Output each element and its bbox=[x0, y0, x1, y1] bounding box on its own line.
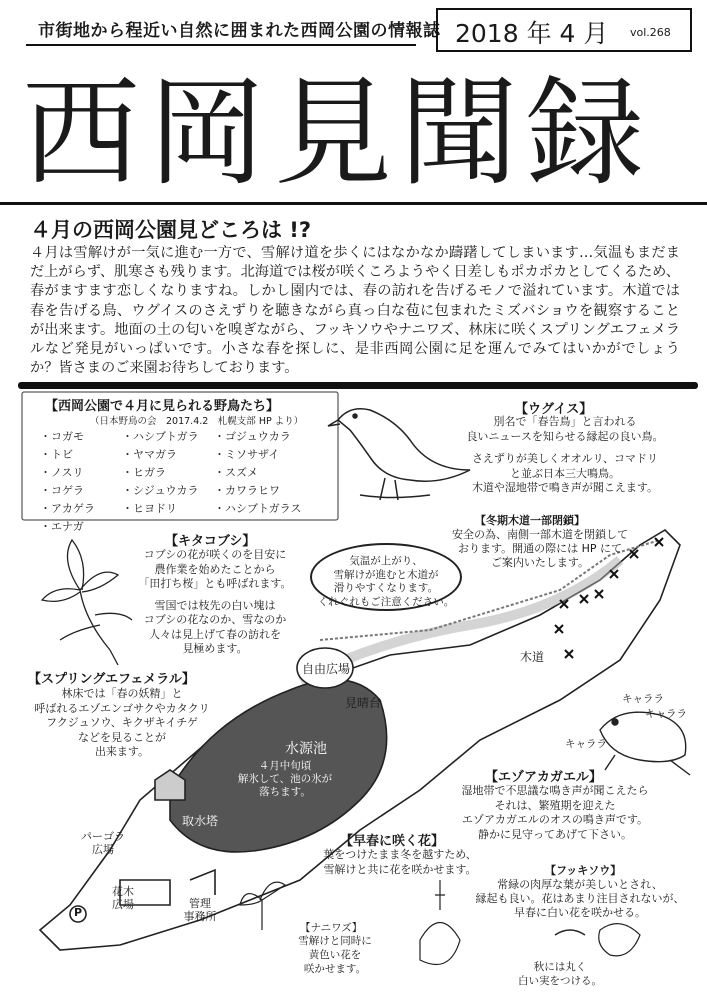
desc-line: 安全の為、南側一部木道を閉鎖して bbox=[452, 528, 628, 541]
desc-line: 農作業を始めたことから bbox=[154, 562, 276, 576]
closure-title: 【冬期木道一部閉鎖】 bbox=[475, 514, 585, 527]
bird-item: ・エナガ bbox=[40, 520, 84, 533]
desc-line: 雪解けと同時に bbox=[298, 935, 372, 947]
article-body: ４月は雪解けが一気に進む一方で、雪解け道を歩くにはなかなか躊躇してしまいます…気温もまだまだ上がらず、肌寒さも残ります。北海道では桜が咲くころようやく日差しもポカポカとしてくるため、春がますます恋しくなりますね。しかし園内では、春の訪れを告げるモノで溢れています。木道では春を告げる鳥、ウグイスのさえずりを聴きながら真っ白な苞に包まれたミズバショウを観察することが出来ます。地面の土の匂いを嗅ぎながら、フッキソウやナニワズ、林床に咲くスプリングエフェメラルなど発見がいっぱいです。小さな春を探しに、是非西岡公園に足を運んでみてはいかがでしょうか？皆さまのご来園お待ちしております。 bbox=[30, 245, 680, 377]
bird-item: ・ヒヨドリ bbox=[122, 502, 177, 515]
bubble-line: 雪解けが進むと木道が bbox=[333, 568, 439, 581]
map-label-miharashi: 見晴台 bbox=[345, 696, 382, 710]
uguisu-description bbox=[440, 415, 690, 496]
bird-item: ・スズメ bbox=[214, 466, 258, 479]
desc-line: エゾアカガエルのオスの鳴き声です。 bbox=[462, 813, 648, 826]
fukkisou-description bbox=[460, 878, 700, 920]
desc-line: 常緑の肉厚な葉が美しいとされ、 bbox=[497, 878, 663, 891]
desc-line: ご案内いたします。 bbox=[490, 556, 590, 569]
map-label-kaboku bbox=[103, 885, 143, 911]
parking-icon: P bbox=[74, 906, 83, 919]
early-spring-title: 【早春に咲く花】 bbox=[340, 834, 445, 849]
bird-item: ・コガモ bbox=[40, 430, 84, 443]
desc-line: それは、繁殖期を迎えた bbox=[494, 798, 616, 812]
label-line: 花木 bbox=[112, 885, 134, 898]
issue-date: 2018 年 4 月 bbox=[455, 19, 609, 48]
naniwazu-description bbox=[280, 934, 390, 976]
uguisu-title: 【ウグイス】 bbox=[515, 402, 593, 417]
desc-line: 雪解けと共に花を咲かせます。 bbox=[323, 862, 477, 876]
naniwazu-title: 【ナニワズ】 bbox=[300, 922, 363, 934]
note-line: ４月中旬頃 bbox=[258, 760, 312, 772]
bird-item: ・カワラヒワ bbox=[214, 484, 280, 497]
bird-item: ・シジュウカラ bbox=[122, 484, 199, 497]
desc-line: 葉をつけたまま冬を越すため、 bbox=[323, 848, 477, 861]
desc-line: 黄色い花を bbox=[308, 949, 362, 961]
note-line: 落ちます。 bbox=[259, 786, 311, 798]
article-headline: ４月の西岡公園見どころは !? bbox=[30, 218, 312, 242]
desc-line: 良いニュースを知らせる縁起の良い鳥。 bbox=[466, 429, 664, 443]
desc-line: などを見ることが bbox=[78, 730, 166, 744]
desc-line: 秋には丸く bbox=[533, 961, 587, 973]
note-line: 解氷して、池の氷が bbox=[237, 773, 333, 785]
fukuju-plant-icon bbox=[420, 880, 460, 965]
spacer bbox=[135, 592, 295, 599]
desc-line: 縁起も良い。花はあまり注目されないが、 bbox=[475, 892, 685, 905]
bird-item: ・ヒガラ bbox=[122, 466, 166, 479]
map-label-mokudo: 木道 bbox=[520, 650, 545, 664]
bird-item: ・ミソサザイ bbox=[214, 448, 280, 461]
tagline: 市街地から程近い自然に囲まれた西岡公園の情報誌 bbox=[38, 21, 441, 41]
ezo-frog-title: 【エゾアカガエル】 bbox=[485, 770, 602, 785]
desc-line: 人々は見上げて春の訪れを bbox=[149, 627, 281, 641]
desc-line: と並ぶ日本三大鳴鳥。 bbox=[510, 466, 620, 480]
desc-line: 別名で「春告鳥」と言われる bbox=[493, 415, 637, 428]
frog-call-2: キャララ bbox=[645, 708, 687, 720]
spring-ephemeral-description bbox=[22, 687, 222, 760]
label-line: 広場 bbox=[92, 843, 114, 856]
map-label-suigen-pond: 水源池 bbox=[285, 741, 327, 757]
bird-item: ・アカゲラ bbox=[40, 502, 95, 515]
frog-call-1: キャララ bbox=[622, 693, 664, 705]
desc-line: 「田打ち桜」とも呼ばれます。 bbox=[138, 577, 292, 590]
bubble-line: 滑りやすくなります。 bbox=[333, 582, 439, 594]
desc-line: 咲かせます。 bbox=[303, 963, 367, 975]
kobushi-description bbox=[135, 548, 295, 657]
label-line: 管理 bbox=[189, 897, 211, 910]
desc-line: さえずりが美しくオオルリ、コマドリ bbox=[471, 452, 659, 465]
desc-line: 見極めます。 bbox=[182, 642, 248, 655]
caution-bubble bbox=[310, 543, 462, 611]
label-line: 事務所 bbox=[183, 910, 217, 923]
frog-icon bbox=[600, 712, 690, 775]
desc-line: 木道や湿地帯で鳴き声が聞こえます。 bbox=[471, 481, 659, 494]
birds-source: （日本野鳥の会 2017.4.2 札幌支部 HP より） bbox=[90, 416, 304, 427]
desc-line: コブシの花なのか、雪なのか bbox=[143, 613, 287, 626]
kobushi-title: 【キタコブシ】 bbox=[165, 534, 256, 549]
desc-line: 湿地帯で不思議な鳴き声が聞こえたら bbox=[461, 784, 649, 797]
bird-item: ・ハシブトガラ bbox=[122, 430, 199, 443]
desc-line: 雪国では枝先の白い塊は bbox=[154, 598, 276, 612]
bird-item: ・コゲラ bbox=[40, 484, 84, 497]
desc-line: フクジュソウ、キクザキイチゲ bbox=[46, 716, 198, 729]
newsletter-title: 西岡見聞録 bbox=[22, 68, 653, 198]
spring-ephemeral-title: 【スプリングエフェメラル】 bbox=[28, 672, 195, 687]
early-spring-description bbox=[300, 848, 500, 877]
berry-icon bbox=[555, 924, 640, 956]
bird-item: ・トビ bbox=[40, 448, 73, 461]
label-line: パーゴラ bbox=[81, 830, 125, 843]
fukkisou-title: 【フッキソウ】 bbox=[545, 864, 622, 877]
spacer bbox=[440, 444, 690, 452]
bubble-line: 気温が上がり、 bbox=[349, 555, 423, 567]
map-label-pergola bbox=[78, 830, 128, 856]
label-line: 広場 bbox=[112, 898, 134, 911]
desc-line: 静かに見守ってあげて下さい。 bbox=[478, 827, 632, 841]
map-label-jiyu-hiroba: 自由広場 bbox=[302, 662, 351, 676]
bird-item: ・ゴジュウカラ bbox=[214, 430, 291, 443]
desc-line: 林床では「春の妖精」と bbox=[61, 687, 183, 700]
map-label-shusuito: 取水塔 bbox=[182, 814, 219, 828]
desc-line: 呼ばれるエゾエンゴサクやカタクリ bbox=[34, 701, 210, 715]
desc-line: 早春に白い花を咲かせる。 bbox=[514, 906, 646, 919]
desc-line: おります。開通の際には HP にて bbox=[457, 542, 623, 555]
ezo-frog-description bbox=[430, 784, 680, 842]
birds-list bbox=[40, 428, 340, 534]
bubble-line: くれぐれもご注意ください。 bbox=[317, 595, 455, 608]
frog-call-3: キャララ bbox=[565, 738, 607, 750]
autumn-berry-note bbox=[505, 960, 615, 988]
desc-line: コブシの花が咲くのを目安に bbox=[143, 548, 287, 561]
desc-line: 白い実をつける。 bbox=[518, 975, 602, 987]
birds-title: 【西岡公園で４月に見られる野鳥たち】 bbox=[45, 399, 280, 414]
volume-number: vol.268 bbox=[630, 26, 671, 39]
bird-item: ・ハシブトガラス bbox=[214, 502, 302, 515]
desc-line: 出来ます。 bbox=[94, 745, 150, 758]
kobushi-flower-icon bbox=[42, 540, 132, 665]
bird-item: ・ヤマガラ bbox=[122, 448, 177, 461]
bird-item: ・ノスリ bbox=[40, 466, 84, 479]
pond-note bbox=[230, 760, 340, 799]
map-label-kanri bbox=[175, 897, 225, 923]
